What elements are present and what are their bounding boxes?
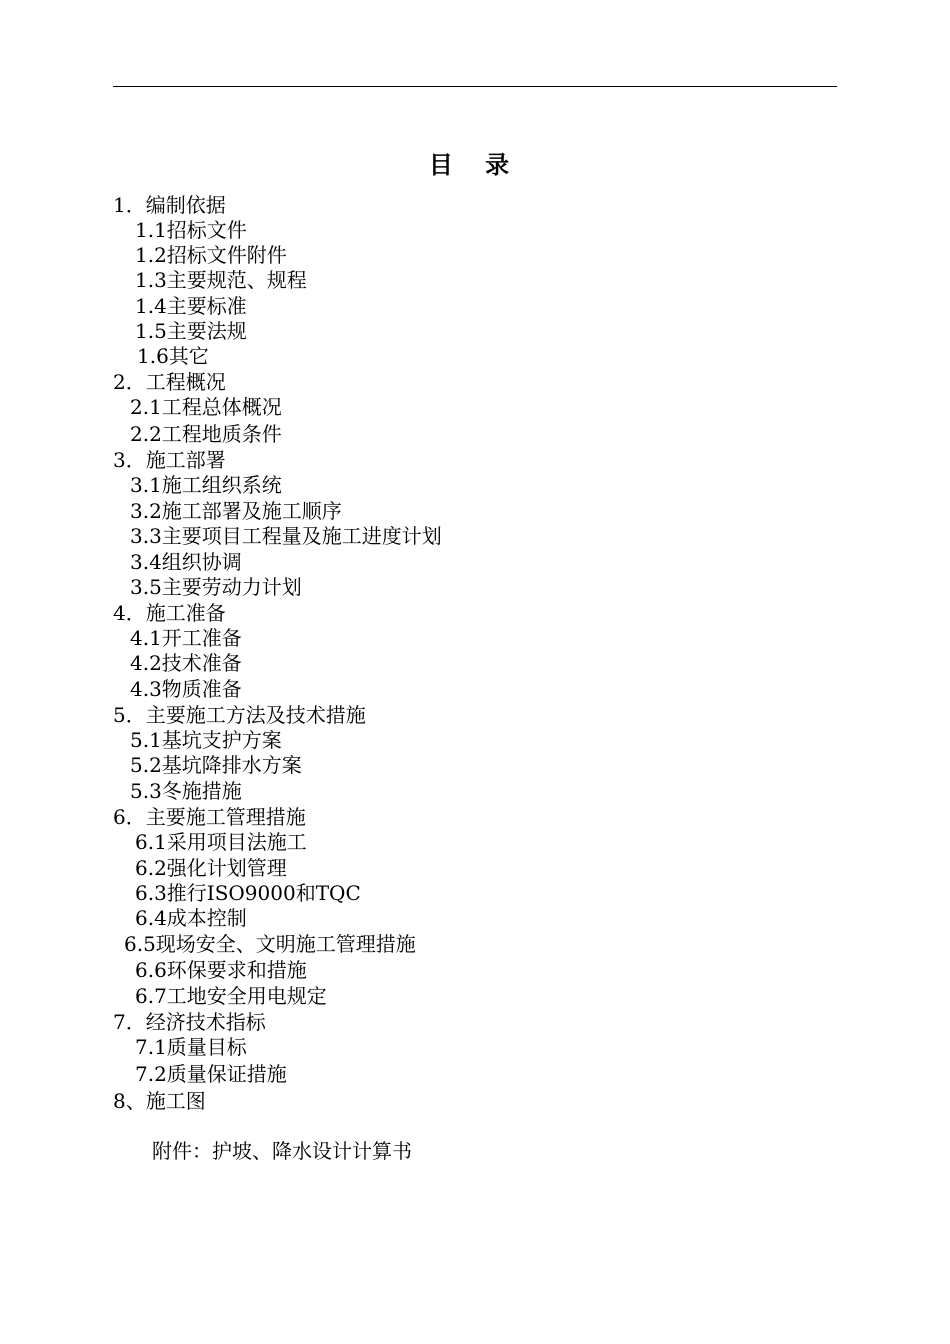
toc-item: 6.5现场安全、文明施工管理措施 xyxy=(124,932,416,956)
toc-item: 5.2基坑降排水方案 xyxy=(130,753,302,777)
toc-item: 4.3物质准备 xyxy=(130,677,242,701)
toc-item: 1.2招标文件附件 xyxy=(135,243,287,267)
toc-item: 4.2技术准备 xyxy=(130,651,242,675)
toc-item: 1.3主要规范、规程 xyxy=(135,268,307,292)
toc-item: 4.1开工准备 xyxy=(130,626,242,650)
toc-item: 6.7工地安全用电规定 xyxy=(135,984,327,1008)
toc-item: 7.1质量目标 xyxy=(135,1035,247,1059)
toc-item: 1.5主要法规 xyxy=(135,319,247,343)
toc-item: 6.4成本控制 xyxy=(135,906,247,930)
page-title: 目 录 xyxy=(428,150,522,179)
toc-item: 6.2强化计划管理 xyxy=(135,856,287,880)
toc-item: 6.3推行ISO9000和TQC xyxy=(135,881,361,905)
toc-item: 8、施工图 xyxy=(113,1089,206,1113)
toc-item: 3.4组织协调 xyxy=(130,550,242,574)
toc-item: 2.2工程地质条件 xyxy=(130,422,282,446)
toc-item: 6.1采用项目法施工 xyxy=(135,830,307,854)
toc-item: 3.3主要项目工程量及施工进度计划 xyxy=(130,524,442,548)
toc-item: 7．经济技术指标 xyxy=(113,1010,266,1034)
appendix-note: 附件：护坡、降水设计计算书 xyxy=(152,1139,412,1163)
toc-item: 3．施工部署 xyxy=(113,448,226,472)
toc-item: 2．工程概况 xyxy=(113,370,226,394)
toc-item: 5.3冬施措施 xyxy=(130,779,242,803)
toc-item: 3.1施工组织系统 xyxy=(130,473,282,497)
toc-item: 6．主要施工管理措施 xyxy=(113,805,306,829)
toc-item: 1．编制依据 xyxy=(113,193,226,217)
toc-item: 5．主要施工方法及技术措施 xyxy=(113,703,366,727)
toc-item: 3.2施工部署及施工顺序 xyxy=(130,499,342,523)
toc-item: 7.2质量保证措施 xyxy=(135,1062,287,1086)
toc-item: 2.1工程总体概况 xyxy=(130,395,282,419)
toc-item: 6.6环保要求和措施 xyxy=(135,958,307,982)
toc-item: 5.1基坑支护方案 xyxy=(130,728,282,752)
toc-item: 1.1招标文件 xyxy=(135,218,247,242)
toc-item: 1.4主要标准 xyxy=(135,294,247,318)
toc-item: 4．施工准备 xyxy=(113,601,226,625)
toc-item: 1.6其它 xyxy=(137,344,209,368)
toc-item: 3.5主要劳动力计划 xyxy=(130,575,302,599)
